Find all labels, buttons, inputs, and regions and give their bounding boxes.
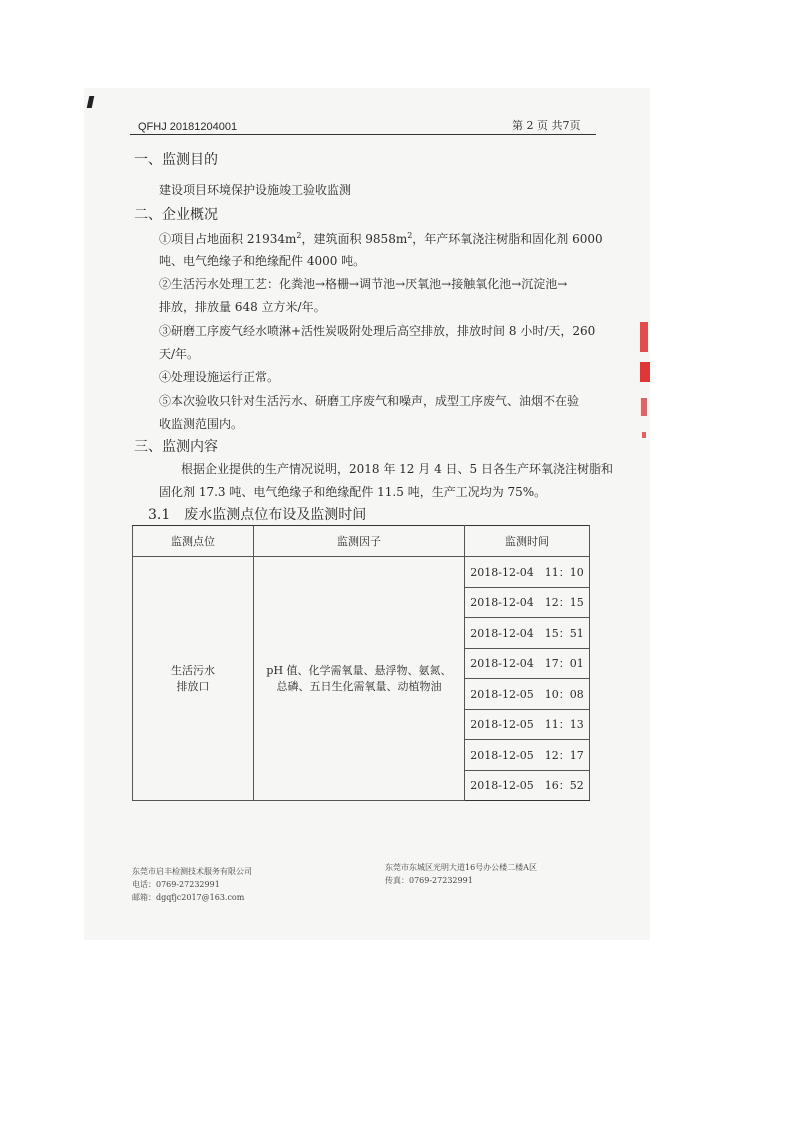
monitoring-point-cell	[133, 557, 254, 801]
section-2-item-4: ④处理设施运行正常。	[159, 370, 280, 384]
monitoring-table	[132, 525, 590, 801]
section-2-title: 二、企业概况	[134, 207, 218, 223]
time-cell: 2018-12-04 15：51	[465, 618, 590, 649]
footer-phone: 电话：0769-27232991	[132, 880, 220, 889]
section-2-item-3-line-1: ③研磨工序废气经水喷淋+活性炭吸附处理后高空排放，排放时间 8 小时/天，260	[159, 324, 596, 338]
time-cell: 2018-12-04 11：10	[465, 557, 590, 588]
table-row	[133, 557, 590, 588]
time-cell: 2018-12-05 10：08	[465, 679, 590, 710]
section-2-item-1-line-2: 吨、电气绝缘子和绝缘配件 4000 吨。	[159, 254, 366, 268]
header-time: 监测时间	[465, 526, 590, 557]
section-2-item-5-line-2: 收监测范围内。	[159, 417, 244, 431]
footer-fax: 传真：0769-27232991	[385, 876, 473, 885]
table-header-row	[133, 526, 590, 557]
time-cell: 2018-12-04 17：01	[465, 648, 590, 679]
section-1-title: 一、监测目的	[134, 152, 218, 168]
seal-stamp-fragment-icon	[641, 398, 647, 416]
section-3-text-line-1: 根据企业提供的生产情况说明，2018 年 12 月 4 日、5 日各生产环氧浇注树脂和	[181, 462, 613, 476]
header-rule	[130, 134, 596, 135]
time-cell: 2018-12-05 11：13	[465, 709, 590, 740]
seal-stamp-fragment-icon	[640, 322, 648, 352]
time-cell: 2018-12-05 16：52	[465, 770, 590, 801]
monitoring-factor-cell	[254, 557, 465, 801]
section-2-item-2-line-2: 排放，排放量 648 立方米/年。	[159, 300, 326, 314]
section-2-item-3-line-2: 天/年。	[159, 347, 200, 361]
section-3-1-title: 3.1 废水监测点位布设及监测时间	[148, 507, 367, 523]
time-cell: 2018-12-04 12：15	[465, 587, 590, 618]
footer-address: 东莞市东城区光明大道16号办公楼二楼A区	[385, 863, 537, 872]
header-factor: 监测因子	[254, 526, 465, 557]
section-2-item-1-line-1: ①项目占地面积 $21934m^2$，建筑面积 $9858m^2$，年产环氧浇注树脂和固化剂 6000	[159, 231, 603, 246]
point-line-1: 生活污水	[171, 663, 215, 677]
factor-line-2: 总磷、五日生化需氧量、动植物油	[276, 679, 442, 693]
section-2-item-5-line-1: ⑤本次验收只针对生活污水、研磨工序废气和噪声，成型工序废气、油烟不在验	[159, 394, 580, 408]
time-cell: 2018-12-05 12：17	[465, 740, 590, 771]
factor-line-1: pH 值、化学需氧量、悬浮物、氨氮、	[266, 663, 452, 677]
section-2-item-2-line-1: ②生活污水处理工艺：化粪池→格栅→调节池→厌氧池→接触氧化池→沉淀池→	[159, 277, 568, 291]
page-number: 第 2 页 共7页	[512, 119, 581, 132]
point-line-2: 排放口	[176, 679, 210, 693]
footer-company: 东莞市启丰检测技术服务有限公司	[132, 867, 252, 876]
document-code: QFHJ 20181204001	[138, 121, 238, 133]
section-1-text: 建设项目环境保护设施竣工验收监测	[159, 183, 352, 197]
seal-stamp-fragment-icon	[640, 362, 650, 382]
footer-email: 邮箱：dgqfjc2017@163.com	[132, 893, 245, 902]
seal-stamp-fragment-icon	[642, 432, 646, 438]
section-3-text-line-2: 固化剂 17.3 吨、电气绝缘子和绝缘配件 11.5 吨，生产工况均为 75%。	[159, 485, 547, 499]
section-3-title: 三、监测内容	[134, 439, 218, 455]
header-point: 监测点位	[133, 526, 254, 557]
